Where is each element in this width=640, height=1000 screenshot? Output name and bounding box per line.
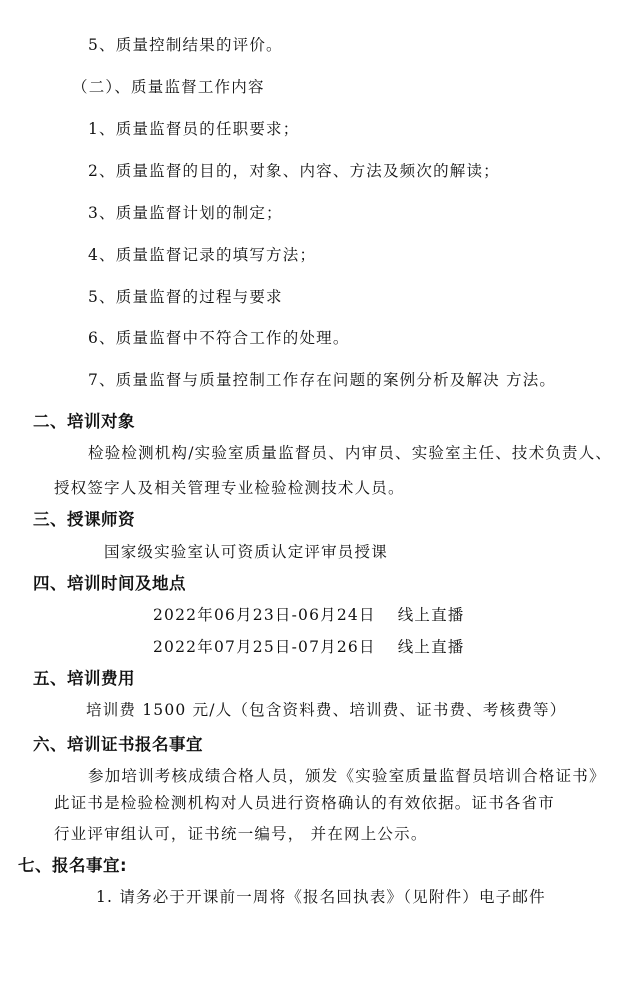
section-heading: 三、授课师资 (33, 510, 135, 529)
list-item: 5、质量控制结果的评价。 (88, 36, 283, 54)
schedule-mode: 线上直播 (397, 638, 465, 656)
paragraph-line: 授权签字人及相关管理专业检验检测技术人员。 (54, 479, 405, 497)
section-heading: 二、培训对象 (33, 412, 135, 431)
list-item: 6、质量监督中不符合工作的处理。 (88, 329, 350, 347)
list-item: 3、质量监督计划的制定； (88, 204, 283, 222)
paragraph-line: 检验检测机构/实验室质量监督员、内审员、实验室主任、技术负责人、 (88, 444, 613, 462)
subsection-title: （二）、质量监督工作内容 (72, 78, 265, 96)
paragraph-line: 培训费 1500 元/人（包含资料费、培训费、证书费、考核费等） (86, 701, 567, 719)
paragraph-line: 1. 请务必于开课前一周将《报名回执表》（见附件）电子邮件 (96, 888, 546, 906)
paragraph-line: 国家级实验室认可资质认定评审员授课 (104, 543, 388, 561)
section-heading: 四、培训时间及地点 (33, 574, 186, 593)
section-heading: 五、培训费用 (33, 669, 135, 688)
paragraph-line: 此证书是检验检测机构对人员进行资格确认的有效依据。证书各省市 (54, 794, 556, 812)
list-item: 7、质量监督与质量控制工作存在问题的案例分析及解决 方法。 (88, 371, 557, 389)
schedule-row (153, 637, 465, 657)
schedule-row (153, 605, 465, 625)
paragraph-line: 行业评审组认可，证书统一编号， 并在网上公示。 (54, 825, 428, 843)
schedule-date: 2022年06月23日-06月24日 (153, 606, 376, 624)
list-item: 2、质量监督的目的，对象、内容、方法及频次的解读； (88, 162, 500, 180)
schedule-mode: 线上直播 (397, 606, 465, 624)
section-heading: 七、报名事宜: (18, 856, 128, 875)
list-item: 4、质量监督记录的填写方法； (88, 246, 317, 264)
list-item: 5、质量监督的过程与要求 (88, 288, 283, 306)
schedule-date: 2022年07月25日-07月26日 (153, 638, 376, 656)
paragraph-line: 参加培训考核成绩合格人员，颁发《实验室质量监督员培训合格证书》 (88, 767, 606, 785)
section-heading: 六、培训证书报名事宜 (33, 735, 203, 754)
list-item: 1、质量监督员的任职要求； (88, 120, 300, 138)
